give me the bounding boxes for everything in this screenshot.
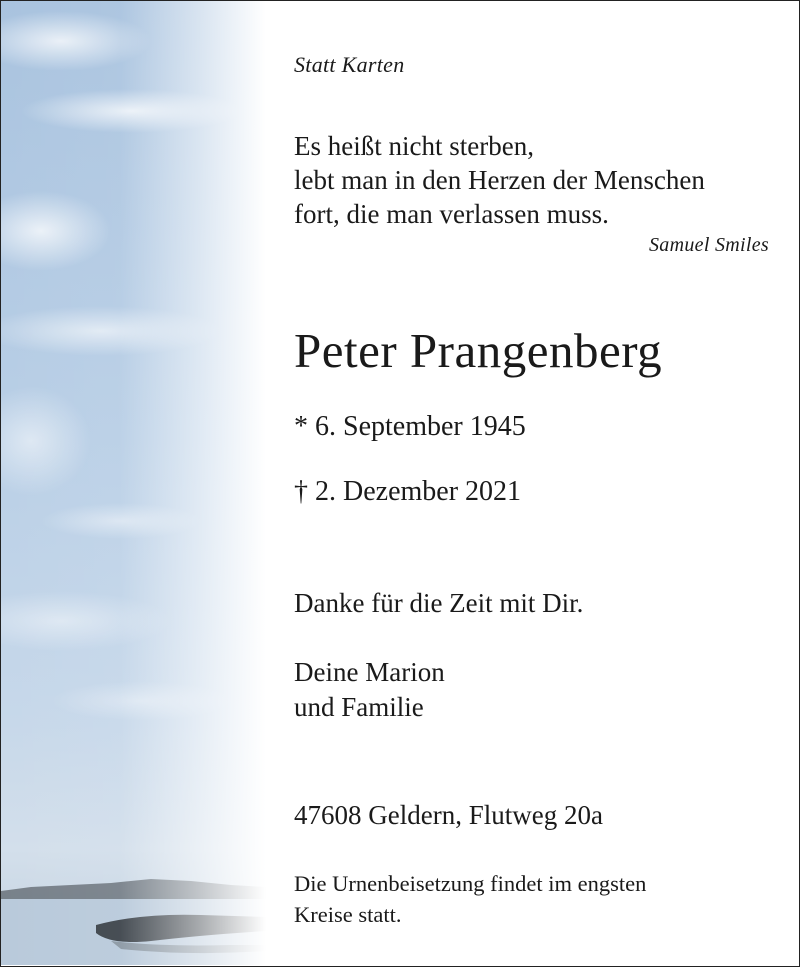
birth-date: * 6. September 1945 — [294, 411, 526, 442]
signature-line-2: und Familie — [294, 692, 424, 722]
quote-author: Samuel Smiles — [649, 234, 769, 256]
sky-lake-photo — [1, 1, 266, 965]
quote-line-2: lebt man in den Herzen der Menschen — [294, 165, 705, 195]
burial-note-line-2: Kreise statt. — [294, 902, 402, 927]
thanks-message: Danke für die Zeit mit Dir. — [294, 588, 584, 618]
deceased-name: Peter Prangenberg — [294, 323, 663, 378]
death-date: † 2. Dezember 2021 — [294, 476, 522, 507]
signature-line-1: Deine Marion — [294, 657, 445, 687]
quote-line-3: fort, die man verlassen muss. — [294, 199, 609, 229]
statt-karten-label: Statt Karten — [294, 52, 405, 77]
burial-note-line-1: Die Urnenbeisetzung findet im engsten — [294, 871, 647, 896]
address: 47608 Geldern, Flutweg 20a — [294, 800, 603, 830]
quote-line-1: Es heißt nicht sterben, — [294, 131, 534, 161]
